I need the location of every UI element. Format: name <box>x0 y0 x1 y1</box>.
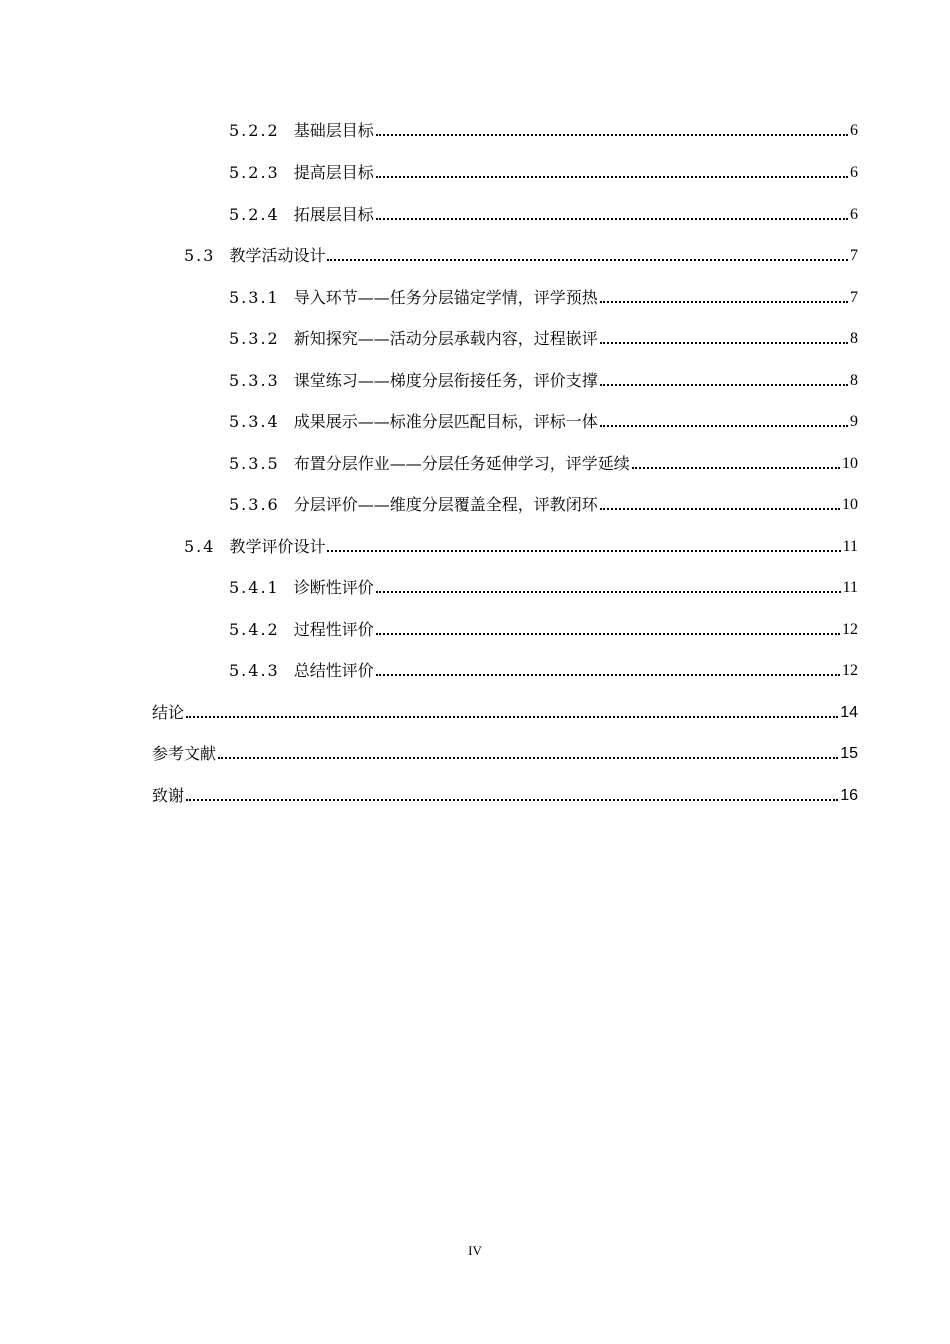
toc-entry-acknowledgements[interactable] <box>152 776 858 806</box>
toc-dot-leader <box>632 467 840 469</box>
toc-entry-page: 6 <box>850 122 858 139</box>
toc-entry-page: 7 <box>850 289 858 306</box>
toc-entry-page: 7 <box>850 247 858 264</box>
toc-entry-5-3-1[interactable] <box>229 278 858 308</box>
toc-entry-title: 布置分层作业——分层任务延伸学习，评学延续 <box>293 454 630 473</box>
toc-entry-title: 导入环节——任务分层锚定学情，评学预热 <box>293 288 598 307</box>
toc-dot-leader <box>327 550 840 552</box>
toc-entry-references[interactable] <box>152 734 858 764</box>
toc-entry-5-2-2[interactable] <box>229 111 858 141</box>
toc-entry-title: 新知探究——活动分层承载内容，过程嵌评 <box>293 329 598 348</box>
toc-entry-page: 12 <box>842 662 858 679</box>
toc-entry-5-4-3[interactable] <box>229 651 858 681</box>
toc-entry-number: 5.2.2 <box>229 121 280 140</box>
toc-entry-number: 5.3 <box>184 246 216 265</box>
toc-entry-page: 15 <box>840 745 858 762</box>
toc-entry-title: 课堂练习——梯度分层衔接任务，评价支撑 <box>293 371 598 390</box>
toc-entry-5-3-2[interactable] <box>229 319 858 349</box>
toc-entry-5-4[interactable] <box>184 527 858 557</box>
toc-entry-title: 提高层目标 <box>293 163 374 182</box>
toc-entry-page: 16 <box>840 787 858 804</box>
toc-dot-leader <box>376 674 840 676</box>
toc-entry-page: 10 <box>842 496 858 513</box>
toc-dot-leader <box>600 425 848 427</box>
toc-entry-title: 参考文献 <box>152 744 217 763</box>
toc-entry-page: 10 <box>842 455 858 472</box>
toc-entry-5-2-3[interactable] <box>229 153 858 183</box>
toc-dot-leader <box>600 342 848 344</box>
toc-entry-title: 基础层目标 <box>293 121 374 140</box>
toc-entry-5-3-5[interactable] <box>229 444 858 474</box>
toc-dot-leader <box>376 218 848 220</box>
toc-entry-title: 致谢 <box>152 786 185 805</box>
toc-dot-leader <box>376 134 848 136</box>
toc-entry-number: 5.3.3 <box>229 371 280 390</box>
toc-entry-title: 成果展示——标准分层匹配目标，评标一体 <box>293 412 598 431</box>
toc-entry-page: 11 <box>842 579 858 596</box>
toc-entry-page: 14 <box>840 704 858 721</box>
toc-entry-title: 拓展层目标 <box>293 205 374 224</box>
toc-entry-number: 5.4.2 <box>229 620 280 639</box>
toc-entry-page: 12 <box>842 621 858 638</box>
toc-entry-5-3-4[interactable] <box>229 402 858 432</box>
page-number: IV <box>468 1243 482 1258</box>
toc-entry-5-3[interactable] <box>184 236 858 266</box>
toc-dot-leader <box>376 591 841 593</box>
toc-dot-leader <box>600 301 848 303</box>
toc-entry-title: 教学评价设计 <box>229 537 326 556</box>
toc-entry-title: 教学活动设计 <box>229 246 326 265</box>
toc-entry-number: 5.3.5 <box>229 454 280 473</box>
toc-entry-number: 5.2.3 <box>229 163 280 182</box>
toc-entry-number: 5.4 <box>184 537 216 556</box>
toc-entry-5-4-2[interactable] <box>229 610 858 640</box>
toc-entry-page: 8 <box>850 372 858 389</box>
toc-dot-leader <box>186 716 838 718</box>
toc-entry-conclusion[interactable] <box>152 693 858 723</box>
toc-dot-leader <box>327 259 848 261</box>
toc-dot-leader <box>186 799 838 801</box>
toc-entry-title: 分层评价——维度分层覆盖全程，评教闭环 <box>293 495 598 514</box>
toc-entry-5-4-1[interactable] <box>229 568 858 598</box>
toc-entry-number: 5.4.3 <box>229 661 280 680</box>
toc-dot-leader <box>376 176 848 178</box>
toc-entry-5-3-3[interactable] <box>229 361 858 391</box>
toc-dot-leader <box>218 757 838 759</box>
toc-entry-5-2-4[interactable] <box>229 195 858 225</box>
toc-entry-page: 11 <box>842 538 858 555</box>
toc-entry-number: 5.3.4 <box>229 412 280 431</box>
toc-entry-page: 8 <box>850 330 858 347</box>
toc-dot-leader <box>600 508 840 510</box>
toc-entry-number: 5.2.4 <box>229 205 280 224</box>
toc-dot-leader <box>376 633 840 635</box>
toc-entry-title: 结论 <box>152 703 185 722</box>
toc-entry-5-3-6[interactable] <box>229 485 858 515</box>
toc-entry-number: 5.3.2 <box>229 329 280 348</box>
toc-dot-leader <box>600 384 848 386</box>
toc-entry-number: 5.4.1 <box>229 578 280 597</box>
toc-entry-number: 5.3.1 <box>229 288 280 307</box>
toc-entry-number: 5.3.6 <box>229 495 280 514</box>
toc-entry-title: 诊断性评价 <box>293 578 374 597</box>
toc-entry-title: 总结性评价 <box>293 661 374 680</box>
toc-entry-title: 过程性评价 <box>293 620 374 639</box>
toc-entry-page: 9 <box>850 413 858 430</box>
toc-entry-page: 6 <box>850 206 858 223</box>
toc-entry-page: 6 <box>850 164 858 181</box>
